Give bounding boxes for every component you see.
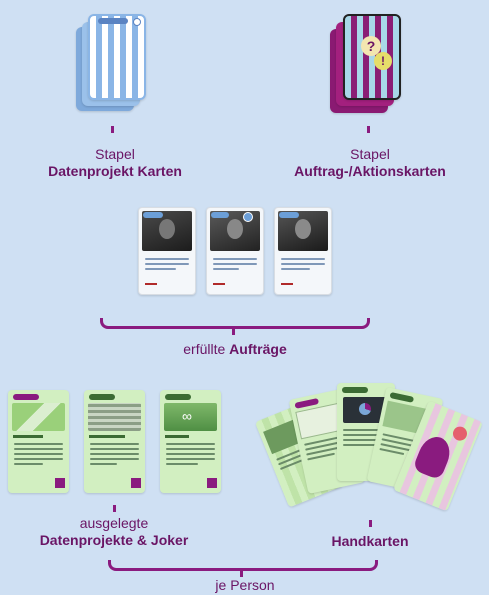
card-footer-mark (213, 283, 225, 285)
infinity-icon: ∞ (182, 408, 192, 424)
pie-chart-icon (359, 403, 371, 415)
left-stack-label (20, 146, 210, 180)
hand-label-text: Handkarten (331, 533, 409, 549)
card-title-mark (165, 435, 189, 438)
order-card-3[interactable] (274, 207, 332, 295)
card-text (166, 443, 215, 468)
card-corner-square (207, 478, 217, 488)
laid-out-label (18, 515, 210, 549)
per-person-label (160, 577, 330, 594)
card-footer-mark (145, 283, 157, 285)
sparkle-icon (451, 424, 469, 442)
card-tag (143, 212, 163, 218)
order-card-1[interactable] (138, 207, 196, 295)
card-tag (342, 387, 368, 393)
card-title-mark (13, 435, 43, 438)
right-stack-tick (367, 126, 370, 133)
card-tag (89, 394, 115, 400)
per-person-bracket-tick (240, 570, 243, 577)
card-text (14, 443, 63, 468)
right-stack-label (270, 146, 470, 180)
card-image-joker (164, 403, 217, 431)
laid-out-tick (113, 505, 116, 512)
project-card-1[interactable] (8, 390, 69, 493)
fulfilled-label-prefix: erfüllte (183, 341, 230, 357)
card-header-tab (98, 18, 128, 24)
card-title-mark (89, 435, 125, 438)
project-card-2[interactable] (84, 390, 145, 493)
card-corner-square (131, 478, 141, 488)
card-text (281, 258, 325, 273)
card-footer-mark (281, 283, 293, 285)
card-tag (165, 394, 191, 400)
hand-tick (369, 520, 372, 527)
left-stack-label-line2: Datenprojekt Karten (48, 163, 182, 179)
order-card-2[interactable] (206, 207, 264, 295)
right-stack-label-line2: Auftrag-/Aktionskarten (294, 163, 446, 179)
card-tag (279, 212, 299, 218)
card-tag (211, 212, 229, 218)
stack-card-top (343, 14, 401, 100)
card-image-stairs (12, 403, 65, 431)
figure-illustration (412, 432, 455, 480)
right-stack-label-line1: Stapel (350, 146, 390, 162)
stack-card-top (88, 14, 146, 100)
card-text (213, 258, 257, 273)
card-corner-circle (133, 18, 141, 26)
card-corner-dot (243, 212, 253, 222)
fulfilled-bracket-tick (232, 328, 235, 335)
joker-card[interactable] (160, 390, 221, 493)
card-text (90, 443, 139, 468)
exclamation-icon: ! (374, 52, 392, 70)
laid-out-label-line1: ausgelegte (79, 515, 149, 531)
fulfilled-bracket (100, 318, 370, 329)
hand-label (300, 533, 440, 550)
card-image-building (88, 403, 141, 431)
left-stack-tick (111, 126, 114, 133)
left-stack-label-line1: Stapel (95, 146, 135, 162)
card-corner-square (55, 478, 65, 488)
fulfilled-label-bold: Aufträge (229, 341, 287, 357)
fulfilled-label (130, 341, 340, 358)
question-mark-icon: ? (361, 36, 381, 56)
card-text (145, 258, 189, 273)
per-person-bracket (108, 560, 378, 571)
laid-out-label-line2: Datenprojekte & Joker (39, 532, 189, 548)
per-person-label-text: je Person (215, 577, 275, 593)
card-tag (13, 394, 39, 400)
